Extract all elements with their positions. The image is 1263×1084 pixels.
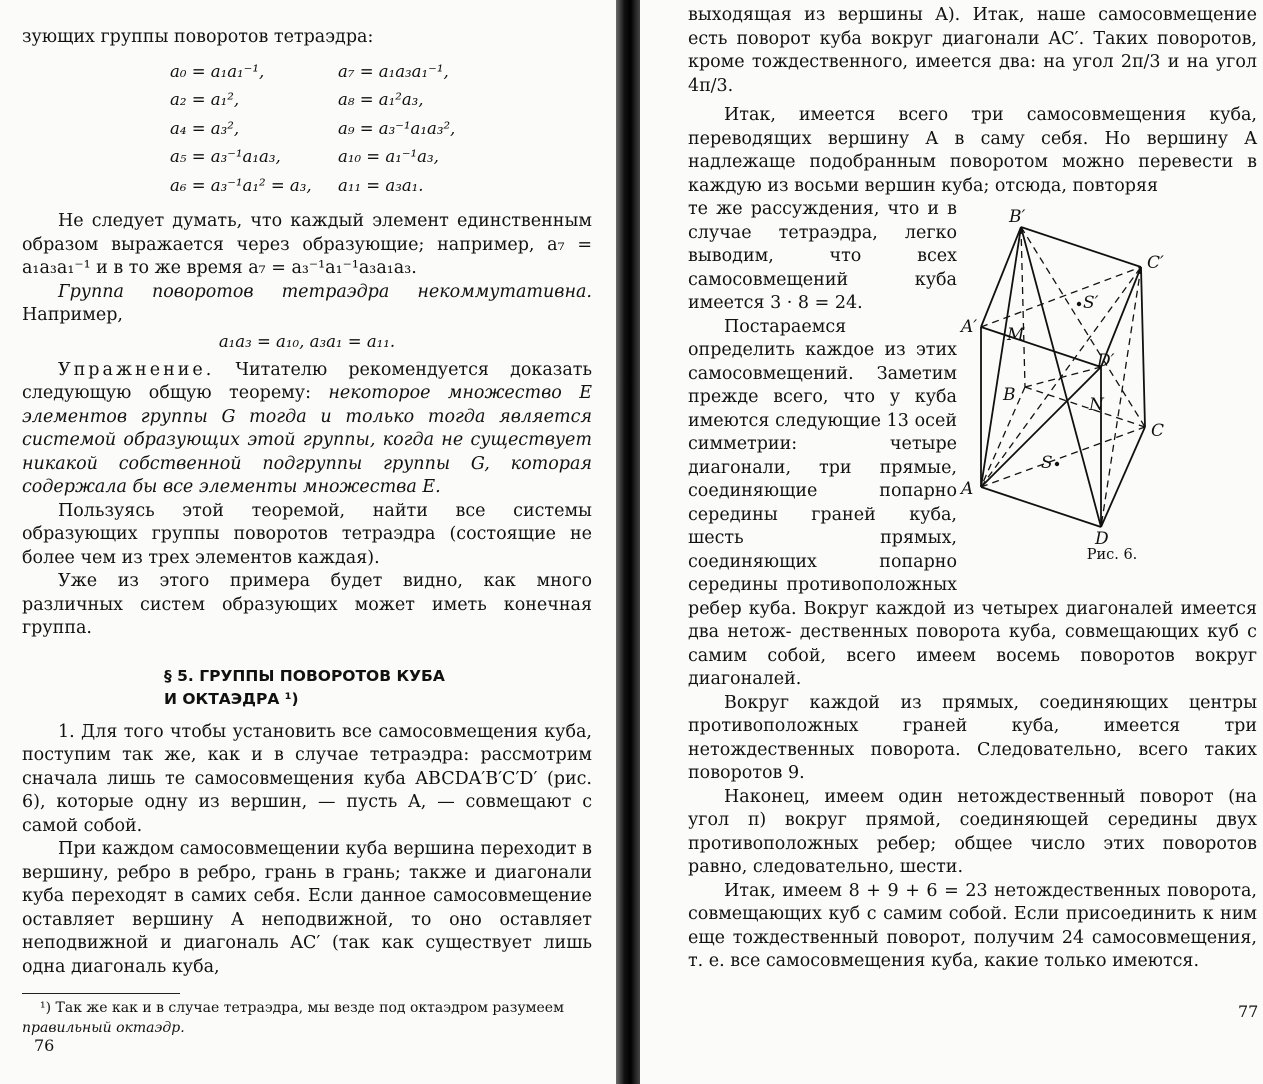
- label-D: D: [1095, 529, 1109, 549]
- formula-row: [22, 143, 592, 172]
- paragraph: Уже из этого примера будет видно, как много различных систем образующих может иметь конечная группа.: [22, 571, 592, 639]
- label-C: C: [1151, 421, 1165, 441]
- paragraph: Вокруг каждой из прямых, соединяющих центры противоположных граней куба, имеется три нетождественных поворота. Следовательно, всего таких поворотов 9.: [688, 692, 1257, 783]
- paragraph: выходящая из вершины A). Итак, наше самосовмещение есть поворот куба вокруг диагонали AC′. Таких поворотов, кроме тождественного, имеется два: на угол 2π/3 и на угол 4π/3.: [688, 5, 1257, 96]
- label-C-prime: C′: [1147, 253, 1164, 273]
- formula-line: a₁a₃ = a₁₀, a₃a₁ = a₁₁.: [218, 331, 396, 351]
- right-page: [648, 0, 1263, 1084]
- theorem-statement: некоторое множество E элементов группы G тогда и только тогда является системой образующих этой группы, когда не существует никакой собственной подгруппы группы G, которая содержала бы все элементы множества E.: [22, 383, 592, 498]
- formula-right: a₈ = a₁²a₃,: [338, 90, 424, 110]
- label-S-prime: S′: [1083, 293, 1099, 313]
- figure-wrap-block: [688, 198, 1257, 692]
- left-intro-text: зующих группы поворотов тетраэдра:: [22, 27, 374, 47]
- paragraph: Наконец, имеем один нетождественный поворот (на угол π) вокруг прямой, соединяющей середины двух противоположных ребер; общее число этих поворотов равно, следовательно, шести.: [688, 786, 1257, 877]
- paragraph: 1. Для того чтобы установить все самосовмещения куба, поступим так же, как и в случае тетраэдра: рассмотрим сначала лишь те самосовмещения куба ABCDA′B′C′D′ (рис. 6), которые одну из вершин, — пусть A, — совмещают с самой собой.: [22, 721, 592, 836]
- formula-left: a₄ = a₃²,: [170, 118, 240, 138]
- label-N: N: [1089, 395, 1104, 415]
- footnote-divider: [22, 993, 180, 994]
- section-heading: [164, 665, 592, 711]
- formula-right: a₁₁ = a₃a₁.: [338, 175, 424, 195]
- label-D-prime: D′: [1097, 351, 1115, 371]
- paragraph: Не следует думать, что каждый элемент единственным образом выражается через образующие; например, a₇ = a₁a₃a₁⁻¹ и в то же время a₇ = a₃⁻¹a₁⁻¹a₃a₁a₃.: [22, 211, 592, 279]
- label-S: S: [1041, 453, 1053, 473]
- exercise-label: Упражнение.: [58, 359, 215, 380]
- formula-left: a₂ = a₁²,: [170, 90, 240, 110]
- page-number-right: 77: [1238, 1002, 1259, 1021]
- paragraph: те же рассуждения, что и в случае тетраэдра, легко выводим, что всех самосовмещений куба имеется 3 · 8 = 24.: [688, 199, 957, 313]
- formula-right: a₉ = a₃⁻¹a₁a₃²,: [338, 118, 456, 138]
- footnote-text: ¹) Так же как и в случае тетраэдра, мы везде под октаэдром разумеем: [40, 1000, 564, 1017]
- formula-right: a₇ = a₁a₃a₁⁻¹,: [338, 61, 449, 81]
- label-M: M: [1007, 325, 1025, 345]
- figure-caption: Рис. 6.: [1086, 547, 1138, 563]
- exercise-text: Читателю рекомендуется доказать следующую общую теорему:: [22, 359, 592, 404]
- exercise-paragraph: [22, 359, 592, 500]
- formula-row: [22, 115, 592, 144]
- formula-left: a₅ = a₃⁻¹a₁a₃,: [170, 147, 281, 167]
- figure-6: [961, 202, 1257, 572]
- label-A: A: [961, 479, 974, 499]
- generators-formula-list: [22, 58, 592, 201]
- footnote: [22, 998, 592, 1038]
- paragraph: [22, 281, 592, 328]
- paragraph: При каждом самосовмещении куба вершина переходит в вершину, ребро в ребро, грань в грань; также и диагонали куба переходят в самих себя. Если данное самосовмещение оставляет вершину A неподвижной, то оно оставляет неподвижной и диагональ AC′ (так как существует лишь одна диагональ куба,: [22, 839, 592, 977]
- paragraph: Итак, имеется всего три самосовмещения куба, переводящих вершину A в саму себя. Но вершину A надлежаще подобранным поворотом можно перевести в каждую из восьми вершин куба; отсюда, повторяя: [688, 105, 1257, 196]
- formula-right: a₁₀ = a₁⁻¹a₃,: [338, 147, 439, 167]
- paragraph-text: Постараемся определить каждое из этих самосовмещений. Заметим прежде всего, что у куба имеются следующие 13 осей симметрии: четыре диагонали, три прямые, соединяющие попарно середины граней куба, шесть прямых, соединяющих попарно середины противоположных ребер куба. Вокруг каждой из четырех диагоналей имеется два нетож-: [688, 316, 1257, 642]
- formula-row: [22, 86, 592, 115]
- label-A-prime: A′: [961, 317, 978, 337]
- section-heading-line: И ОКТАЭДРА ¹): [164, 689, 299, 708]
- formula-left: a₆ = a₃⁻¹a₁² = a₃,: [170, 175, 312, 195]
- label-B: B: [1003, 385, 1016, 405]
- footnote-italic: правильный октаэдр.: [22, 1020, 185, 1037]
- paragraph: Итак, имеем 8 + 9 + 6 = 23 нетождественных поворота, совмещающих куб с самим собой. Если присоединить к ним еще тождественный поворот, получим 24 самосовмещения, т. е. все самосовмещения куба, какие только имеются.: [688, 880, 1257, 971]
- section-heading-line: § 5. ГРУППЫ ПОВОРОТОВ КУБА: [164, 666, 445, 685]
- formula-left: a₀ = a₁a₁⁻¹,: [170, 61, 265, 81]
- book-gutter: [616, 0, 640, 1084]
- formula-row: [22, 172, 592, 201]
- label-B-prime: B′: [1009, 207, 1026, 227]
- formula-row: [22, 58, 592, 87]
- left-page: [0, 0, 616, 1084]
- paragraph-text: Например,: [22, 305, 123, 326]
- italic-statement: Группа поворотов тетраэдра некоммутативна.: [58, 281, 592, 302]
- paragraph: Пользуясь этой теоремой, найти все системы образующих группы поворотов тетраэдра (состоящие не более чем из трех элементов каждая).: [22, 500, 592, 568]
- paragraph-text: дественных поворота куба, совмещающих куб с самим собой, всего имеем восемь поворотов вокруг диагоналей.: [688, 622, 1257, 689]
- cube-diagram: [961, 202, 1257, 549]
- page-number-left: 76: [34, 1036, 55, 1055]
